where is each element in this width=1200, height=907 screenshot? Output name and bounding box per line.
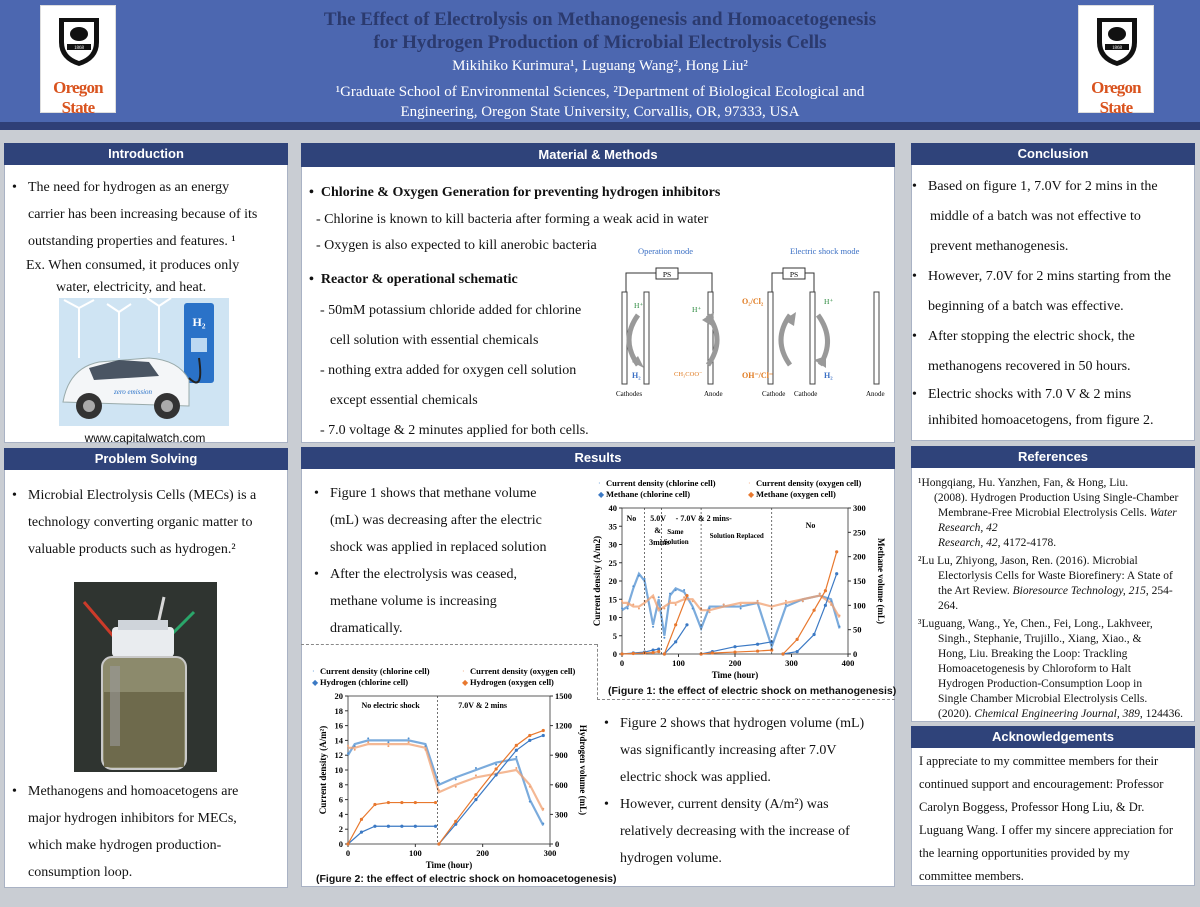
current-density-point — [692, 608, 694, 610]
current-density-point — [638, 608, 640, 610]
y-tick-label: 40 — [608, 503, 617, 513]
gas-volume-point — [360, 818, 363, 821]
svg-text:H₂: H₂ — [824, 371, 833, 380]
current-density-point — [692, 600, 694, 602]
results-bullet: • After the electrolysis was ceased, methane volume is increasing dramatically. — [308, 561, 593, 642]
current-density-point — [475, 767, 477, 769]
current-density-point — [627, 608, 629, 610]
gas-volume-point — [685, 594, 688, 597]
gas-volume-point — [663, 652, 666, 655]
problem-bullets-2 — [6, 778, 286, 886]
current-density-point — [515, 756, 517, 758]
conclusion-heading: Conclusion — [911, 143, 1195, 165]
annotation: & — [654, 526, 661, 535]
x-axis-label: Time (hour) — [425, 860, 473, 870]
methods-h1: • Chlorine & Oxygen Generation for preventing hydrogen inhibitors — [309, 185, 721, 200]
y-tick-label: 16 — [334, 720, 343, 731]
svg-text:CH₃COO⁻: CH₃COO⁻ — [674, 371, 703, 378]
results-bullets-1 — [308, 480, 593, 642]
gas-volume-point — [620, 652, 623, 655]
y2-tick-label: 0 — [853, 649, 858, 659]
problem-bullets — [6, 482, 286, 563]
x-tick-label: 200 — [728, 658, 742, 668]
poster-header — [0, 0, 1200, 122]
annotation: - 7.0V & 2 mins- — [675, 514, 732, 523]
introduction-heading: Introduction — [4, 143, 288, 165]
annotation: Solution Replaced — [709, 532, 764, 540]
annotation: 7.0V & 2 mins — [458, 701, 508, 710]
legend-marker: · — [462, 667, 465, 676]
y-tick-label: 2 — [338, 824, 343, 835]
current-density-point — [723, 604, 725, 606]
y2-tick-label: 0 — [555, 839, 560, 849]
current-density-point — [839, 625, 841, 627]
legend-marker: · — [312, 667, 315, 676]
current-density-point — [455, 778, 457, 780]
y-tick-label: 8 — [338, 779, 343, 790]
legend-label: Methane (oxygen cell) — [756, 489, 836, 499]
photo-source: www.capitalwatch.com — [84, 431, 206, 445]
methods-h2: • Reactor & operational schematic — [309, 272, 518, 287]
y-tick-label: 10 — [334, 765, 343, 775]
acknowledgements-heading: Acknowledgements — [911, 726, 1195, 748]
annotation: No — [805, 521, 816, 530]
current-density-point — [757, 600, 759, 602]
gas-volume-point — [528, 739, 531, 742]
svg-text:H⁺: H⁺ — [824, 297, 834, 306]
y-tick-label: 6 — [338, 794, 343, 805]
legend-label: Current density (oxygen cell) — [756, 478, 862, 488]
annotation: 5.0V — [650, 514, 667, 523]
current-density-point — [542, 823, 544, 825]
gas-volume-point — [495, 773, 498, 776]
current-density-point — [354, 749, 356, 751]
gas-volume-point — [542, 729, 545, 732]
y2-axis-label: Hydrogen volume (mL) — [578, 724, 588, 816]
gas-volume-line — [783, 574, 837, 654]
gas-volume-point — [387, 825, 390, 828]
current-density-point — [740, 608, 742, 610]
svg-text:Operation mode: Operation mode — [638, 246, 693, 256]
current-density-point — [632, 604, 634, 606]
svg-text:PS: PS — [662, 270, 672, 279]
current-density-point — [652, 626, 654, 628]
svg-text:Electric shock mode: Electric shock mode — [790, 246, 860, 256]
affiliations: ¹Graduate School of Environmental Sciences, ²Department of Biological Ecological and Engineering, Oregon State University, Corvallis, OR, 97333, USA — [335, 84, 865, 120]
results-heading: Results — [301, 447, 895, 469]
legend-label: Hydrogen (oxygen cell) — [470, 677, 554, 687]
current-density-point — [347, 752, 349, 754]
legend-label: Hydrogen (chlorine cell) — [320, 677, 409, 687]
authors: Mikihiko Kurimura¹, Luguang Wang², Hong Liu² — [452, 58, 748, 74]
current-density-point — [709, 611, 711, 613]
conclusion-bullets — [906, 172, 1196, 434]
beaver-crest-icon — [1093, 12, 1141, 68]
gas-volume-point — [434, 801, 437, 804]
svg-text:1868: 1868 — [74, 46, 84, 51]
results-bullet: • However, current density (A/m²) was relatively decreasing with the increase of hydrogen volume. — [598, 791, 893, 872]
results-divider — [301, 644, 597, 645]
gas-volume-point — [474, 793, 477, 796]
legend-marker: ◆ — [462, 678, 469, 687]
current-density-point — [455, 786, 457, 788]
acknowledgements-text: I appreciate to my committee members for their continued support and encouragement: Professor Carolyn Boggess, Professor Hong Liu, & Dr. Luguang Wang. I offer my sincere appreciation for the learning opportunities provided by my committee members. — [919, 754, 1173, 883]
current-density-point — [683, 596, 685, 598]
svg-text:H⁺: H⁺ — [692, 305, 702, 314]
gas-volume-point — [733, 650, 736, 653]
gas-volume-point — [346, 842, 349, 845]
y-tick-label: 4 — [338, 809, 343, 820]
gas-volume-point — [674, 623, 677, 626]
y-tick-label: 20 — [334, 691, 343, 701]
svg-text:H₂: H₂ — [632, 371, 641, 380]
problem-heading: Problem Solving — [4, 448, 288, 470]
current-density-point — [515, 767, 517, 769]
current-density-point — [669, 600, 671, 602]
gas-volume-point — [824, 604, 827, 607]
current-density-point — [669, 593, 671, 595]
x-tick-label: 100 — [408, 848, 422, 858]
y-axis-label: Current density (A/m2) — [592, 535, 602, 627]
legend-label: Methane (chlorine cell) — [606, 489, 691, 499]
current-density-point — [424, 749, 426, 751]
gas-volume-point — [495, 767, 498, 770]
legend-label: Current density (oxygen cell) — [470, 666, 576, 676]
gas-volume-point — [781, 652, 784, 655]
y-tick-label: 18 — [334, 705, 343, 716]
gas-volume-point — [373, 825, 376, 828]
reference-3: ³Luguang, Wang., Ye, Chen., Fei, Long., Lakhveer, Singh., Stephanie, Trujillo., Xiang, Xiao., & Hong, Liu. Breaking the Loop: Trackling Homoacetogenesis by Chloroform to Halt Hydrogen Production-Consumption Loop in Single Chamber Microbial Electrolysis Cells. (2020). Chemical Engineering Journal, 389, 124436. — [918, 618, 1183, 720]
beaver-crest-icon — [55, 12, 103, 68]
gas-volume-point — [674, 640, 677, 643]
results-bullet: • Figure 2 shows that hydrogen volume (mL) was significantly increasing after 7.0V electric shock was applied. — [598, 710, 893, 791]
svg-text:PS: PS — [789, 270, 799, 279]
gas-volume-point — [474, 798, 477, 801]
osu-logo-right — [1078, 5, 1154, 117]
y2-tick-label: 50 — [853, 624, 862, 635]
gas-volume-point — [360, 831, 363, 834]
hydrogen-car-illustration — [59, 298, 229, 426]
y-tick-label: 12 — [334, 750, 343, 761]
legend-label: Current density (chlorine cell) — [606, 478, 716, 488]
current-density-point — [785, 600, 787, 602]
current-density-point — [658, 596, 660, 598]
y2-tick-label: 100 — [853, 600, 866, 611]
intro-example: Ex. When consumed, it produces only water, electricity, and heat. — [26, 258, 240, 295]
annotation: Solution — [663, 538, 689, 546]
introduction-bullets — [6, 174, 286, 255]
current-density-point — [438, 789, 440, 791]
y2-tick-label: 900 — [555, 750, 568, 761]
gas-volume-point — [796, 638, 799, 641]
y-tick-label: 5 — [612, 630, 617, 641]
current-density-point — [438, 782, 440, 784]
references-list — [918, 476, 1190, 722]
y-tick-label: 30 — [608, 539, 617, 550]
logo-wordmark: Oregon State — [53, 78, 103, 117]
header-band — [0, 122, 1200, 130]
current-density-point — [408, 741, 410, 743]
hydrogen-car-photo — [59, 298, 229, 426]
svg-text:H₂: H₂ — [192, 315, 206, 329]
svg-text:zero emission: zero emission — [114, 388, 153, 396]
methods-desc: - Chlorine is known to kill bacteria after forming a weak acid in water - Oxygen is also expected to kill anerobic bacteria — [316, 212, 709, 253]
problem-bullet: • Microbial Electrolysis Cells (MECs) is a technology converting organic matter to valuable products such as hydrogen.² — [6, 482, 286, 563]
gas-volume-point — [756, 643, 759, 646]
logo-wordmark: Oregon State — [1091, 78, 1141, 117]
gas-volume-line — [439, 731, 543, 844]
current-density-point — [658, 607, 660, 609]
x-tick-label: 0 — [345, 848, 351, 858]
y2-tick-label: 1200 — [555, 720, 572, 731]
current-density-point — [740, 604, 742, 606]
reference-2: ²Lu Lu, Zhiyong, Jason, Ren. (2016). Microbial Electorlysis Cells for Waste Biorefinery: A State of the Art Review. Bioresource Technology, 215, 254- 264. — [918, 555, 1173, 612]
current-density-point — [819, 593, 821, 595]
osu-logo-left — [40, 5, 116, 117]
current-density-point — [839, 615, 841, 617]
gas-volume-point — [387, 801, 390, 804]
current-density-point — [475, 774, 477, 776]
y-tick-label: 14 — [334, 735, 343, 746]
y2-axis-label: Methane volume (mL) — [876, 538, 886, 624]
legend-marker: ◆ — [598, 490, 605, 499]
svg-text:Cathodes: Cathodes — [616, 390, 643, 398]
current-density-point — [683, 589, 685, 591]
reactor-schematic — [608, 240, 894, 405]
current-density-point — [675, 589, 677, 591]
gas-volume-point — [434, 825, 437, 828]
current-density-point — [529, 786, 531, 788]
current-density-point — [675, 604, 677, 606]
current-density-line — [622, 574, 840, 647]
current-density-point — [802, 600, 804, 602]
results-bullet: • Figure 1 shows that methane volume (mL) was decreasing after the electric shock was applied in replaced solution — [308, 480, 593, 561]
gas-volume-point — [756, 649, 759, 652]
annotation: Same — [667, 528, 684, 536]
legend-marker: ◆ — [312, 678, 319, 687]
y-tick-label: 15 — [608, 594, 617, 605]
gas-volume-point — [454, 820, 457, 823]
svg-text:O₂/Cl₂: O₂/Cl₂ — [742, 297, 764, 306]
conclusion-bullet: • However, 7.0V for 2 mins starting from the beginning of a batch was effective. — [906, 262, 1196, 322]
x-tick-label: 0 — [619, 658, 625, 668]
current-density-point — [347, 745, 349, 747]
x-tick-label: 200 — [476, 848, 490, 858]
gas-volume-point — [657, 650, 660, 653]
current-density-point — [632, 585, 634, 587]
gas-volume-point — [515, 749, 518, 752]
gas-volume-point — [796, 650, 799, 653]
current-density-point — [663, 608, 665, 610]
gas-volume-point — [813, 633, 816, 636]
svg-text:1868: 1868 — [1112, 46, 1122, 51]
current-density-point — [638, 575, 640, 577]
gas-volume-point — [373, 803, 376, 806]
current-density-point — [542, 808, 544, 810]
legend-marker: · — [748, 479, 751, 488]
gas-volume-point — [515, 744, 518, 747]
x-tick-label: 300 — [543, 848, 557, 858]
conclusion-bullet: • After stopping the electric shock, the methanogens recovered in 50 hours. — [906, 322, 1196, 382]
figure-1-chart — [590, 474, 897, 702]
annotation: No electric shock — [361, 701, 420, 710]
annotation: 3mins — [649, 538, 670, 547]
y2-tick-label: 1500 — [555, 691, 572, 701]
current-density-point — [387, 745, 389, 747]
figure-2-caption: (Figure 2: the effect of electric shock on homoacetogenesis) — [316, 873, 617, 885]
y-tick-label: 20 — [608, 576, 617, 586]
legend-marker: ◆ — [748, 490, 755, 499]
reactor-photo — [74, 582, 217, 772]
current-density-point — [830, 604, 832, 606]
x-tick-label: 400 — [841, 658, 855, 668]
conclusion-bullet: • Based on figure 1, 7.0V for 2 mins in the middle of a batch was not effective to prevent methanogenesis. — [906, 172, 1196, 262]
legend-marker: · — [598, 479, 601, 488]
gas-volume-point — [733, 645, 736, 648]
gas-volume-point — [632, 652, 635, 655]
poster-title: The Effect of Electrolysis on Methanogenesis and Homoacetogenesis for Hydrogen Production of Microbial Electrolysis Cells — [323, 9, 877, 53]
x-tick-label: 100 — [672, 658, 685, 668]
current-density-point — [621, 600, 623, 602]
y2-tick-label: 150 — [853, 576, 866, 586]
svg-text:Cathode: Cathode — [762, 390, 786, 398]
current-density-point — [367, 737, 369, 739]
svg-text:Cathode: Cathode — [794, 390, 818, 398]
gas-volume-point — [835, 550, 838, 553]
figure-2-chart — [308, 662, 598, 874]
gas-volume-point — [824, 589, 827, 592]
current-density-point — [408, 737, 410, 739]
conclusion-bullet: • Electric shocks with 7.0 V & 2 mins inhibited homoacetogens, from figure 2. — [906, 382, 1196, 434]
current-density-point — [627, 604, 629, 606]
y-axis-label: Current density (A/m²) — [318, 725, 328, 815]
gas-volume-point — [685, 623, 688, 626]
current-density-point — [652, 597, 654, 599]
y2-tick-label: 300 — [853, 503, 866, 513]
methods-details: - 50mM potassium chloride added for chlorine cell solution with essential chemicals - nothing extra added for oxygen cell solution except essential chemicals - 7.0 voltage & 2 minutes applied for both cells. — [320, 303, 589, 438]
problem-bullet: • Methanogens and homoacetogens are major hydrogen inhibitors for MECs, which make hydrogen production- consumption loop. — [6, 778, 286, 886]
methods-heading: Material & Methods — [301, 143, 895, 167]
gas-volume-point — [813, 609, 816, 612]
current-density-point — [663, 637, 665, 639]
current-density-point — [529, 801, 531, 803]
y2-tick-label: 200 — [853, 551, 866, 562]
gas-volume-line — [348, 826, 436, 844]
gas-volume-point — [414, 825, 417, 828]
svg-text:OH⁻/Cl⁻: OH⁻/Cl⁻ — [742, 371, 774, 380]
gas-volume-point — [400, 825, 403, 828]
y-tick-label: 35 — [608, 521, 617, 532]
y-tick-label: 10 — [608, 612, 617, 623]
references-heading: References — [911, 446, 1195, 468]
y2-tick-label: 250 — [853, 527, 866, 538]
y-tick-label: 0 — [338, 839, 343, 849]
gas-volume-point — [528, 734, 531, 737]
gas-volume-point — [835, 572, 838, 575]
x-tick-label: 300 — [785, 658, 798, 668]
gas-volume-point — [400, 801, 403, 804]
gas-volume-line — [348, 803, 436, 844]
svg-text:Anode: Anode — [866, 390, 885, 398]
intro-bullet: • The need for hydrogen as an energy carrier has been increasing because of its outstanding properties and features. ¹ — [6, 174, 286, 255]
results-bullets-2 — [598, 710, 893, 872]
y-tick-label: 0 — [612, 649, 617, 659]
gas-volume-point — [414, 801, 417, 804]
y-tick-label: 25 — [608, 557, 617, 568]
gas-volume-point — [542, 734, 545, 737]
y2-tick-label: 600 — [555, 779, 568, 790]
gas-volume-point — [437, 842, 440, 845]
gas-volume-line — [664, 625, 687, 654]
reference-1: ¹Hongqiang, Hu. Yanzhen, Fan, & Hong, Liu. (2008). Hydrogen Production Using Single-Chamber Membrane-Free Microbial Electrolysis Cells. Water Research, 42 Research, 42, 4172-4178. — [918, 477, 1179, 549]
svg-text:H⁺: H⁺ — [634, 301, 644, 310]
figure-1-caption: (Figure 1: the effect of electric shock on methanogenesis) — [608, 685, 897, 697]
current-density-point — [367, 741, 369, 743]
annotation: No — [626, 514, 637, 523]
gas-volume-point — [711, 651, 714, 654]
gas-volume-point — [651, 651, 654, 654]
legend-label: Current density (chlorine cell) — [320, 666, 430, 676]
current-density-point — [644, 578, 646, 580]
svg-text:Anode: Anode — [704, 390, 723, 398]
current-density-point — [495, 764, 497, 766]
y2-tick-label: 300 — [555, 809, 568, 820]
reactor-bottle-illustration — [74, 582, 217, 772]
current-density-point — [621, 607, 623, 609]
x-axis-label: Time (hour) — [711, 670, 759, 680]
